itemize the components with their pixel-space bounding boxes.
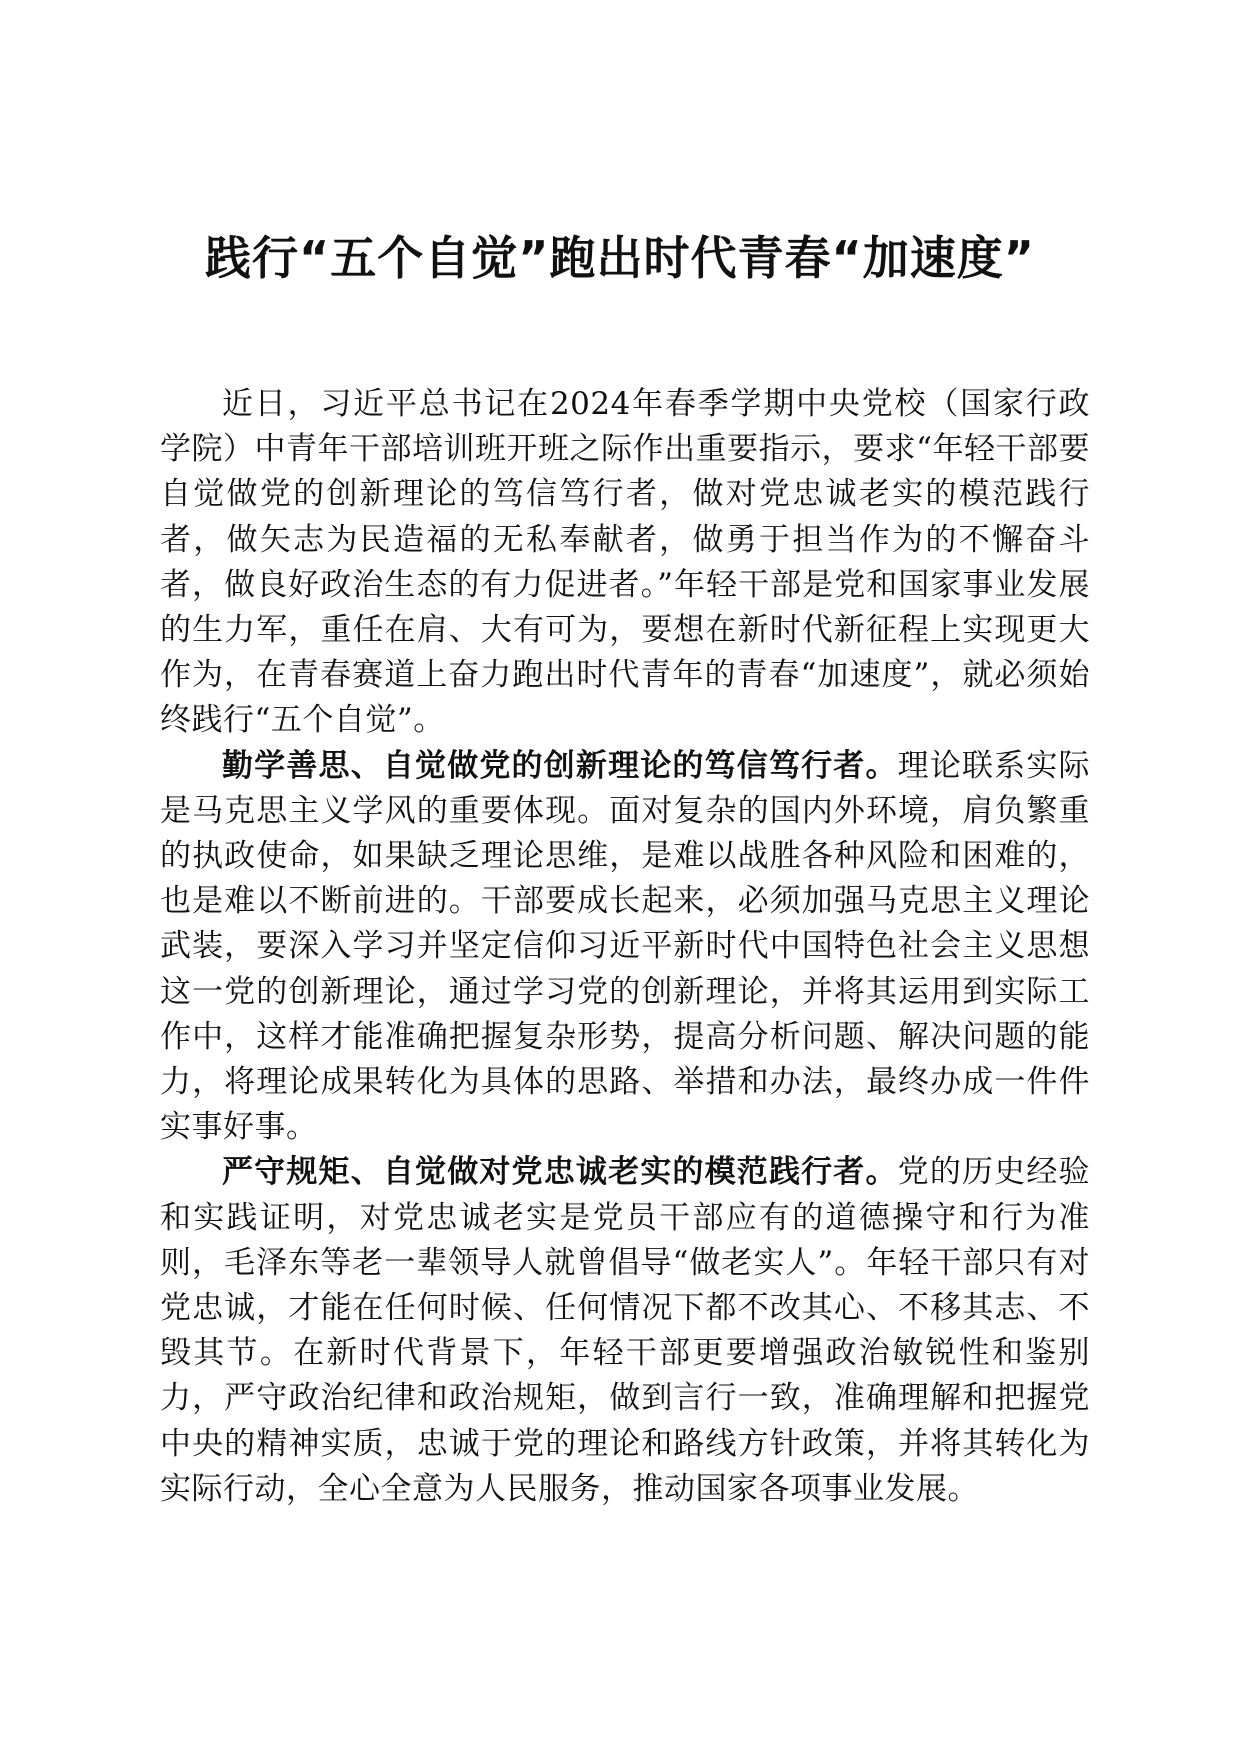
- document-body: [160, 382, 1090, 1512]
- document-title: 践行“五个自觉”跑出时代青春“加速度”: [205, 231, 1035, 285]
- paragraph-lead: 严守规矩、自觉做对党忠诚老实的模范践行者。: [222, 1154, 898, 1191]
- paragraph-lead: 勤学善思、自觉做党的创新理论的笃信笃行者。: [222, 747, 898, 784]
- paragraph-text: 理论联系实际是马克思主义学风的重要体现。面对复杂的国内外环境，肩负繁重的执政使命，如果缺乏理论思维，是难以战胜各种风险和困难的，也是难以不断前进的。干部要成长起来，必须加强马克思主义理论武装，要深入学习并坚定信仰习近平新时代中国特色社会主义思想这一党的创新理论，通过学习党的创新理论，并将其运用到实际工作中，这样才能准确把握复杂形势，提高分析问题、解决问题的能力，将理论成果转化为具体的思路、举措和办法，最终办成一件件实事好事。: [160, 747, 1091, 1146]
- paragraph-study: [160, 744, 1090, 1151]
- paragraph-text: 近日，习近平总书记在2024年春季学期中央党校（国家行政学院）中青年干部培训班开班之际作出重要指示，要求“年轻干部要自觉做党的创新理论的笃信笃行者，做对党忠诚老实的模范践行者，做矢志为民造福的无私奉献者，做勇于担当作为的不懈奋斗者，做良好政治生态的有力促进者。”年轻干部是党和国家事业发展的生力军，重任在肩、大有可为，要想在新时代新征程上实现更大作为，在青春赛道上奋力跑出时代青年的青春“加速度”，就必须始终践行“五个自觉”。: [160, 386, 1090, 739]
- paragraph-intro: [160, 382, 1090, 744]
- paragraph-rules: [160, 1150, 1090, 1512]
- paragraph-text: 党的历史经验和实践证明，对党忠诚老实是党员干部应有的道德操守和行为准则，毛泽东等老一辈领导人就曾倡导“做老实人”。年轻干部只有对党忠诚，才能在任何时候、任何情况下都不改其心、不移其志、不毁其节。在新时代背景下，年轻干部更要增强政治敏锐性和鉴别力，严守政治纪律和政治规矩，做到言行一致，准确理解和把握党中央的精神实质，忠诚于党的理论和路线方针政策，并将其转化为实际行动，全心全意为人民服务，推动国家各项事业发展。: [160, 1154, 1091, 1507]
